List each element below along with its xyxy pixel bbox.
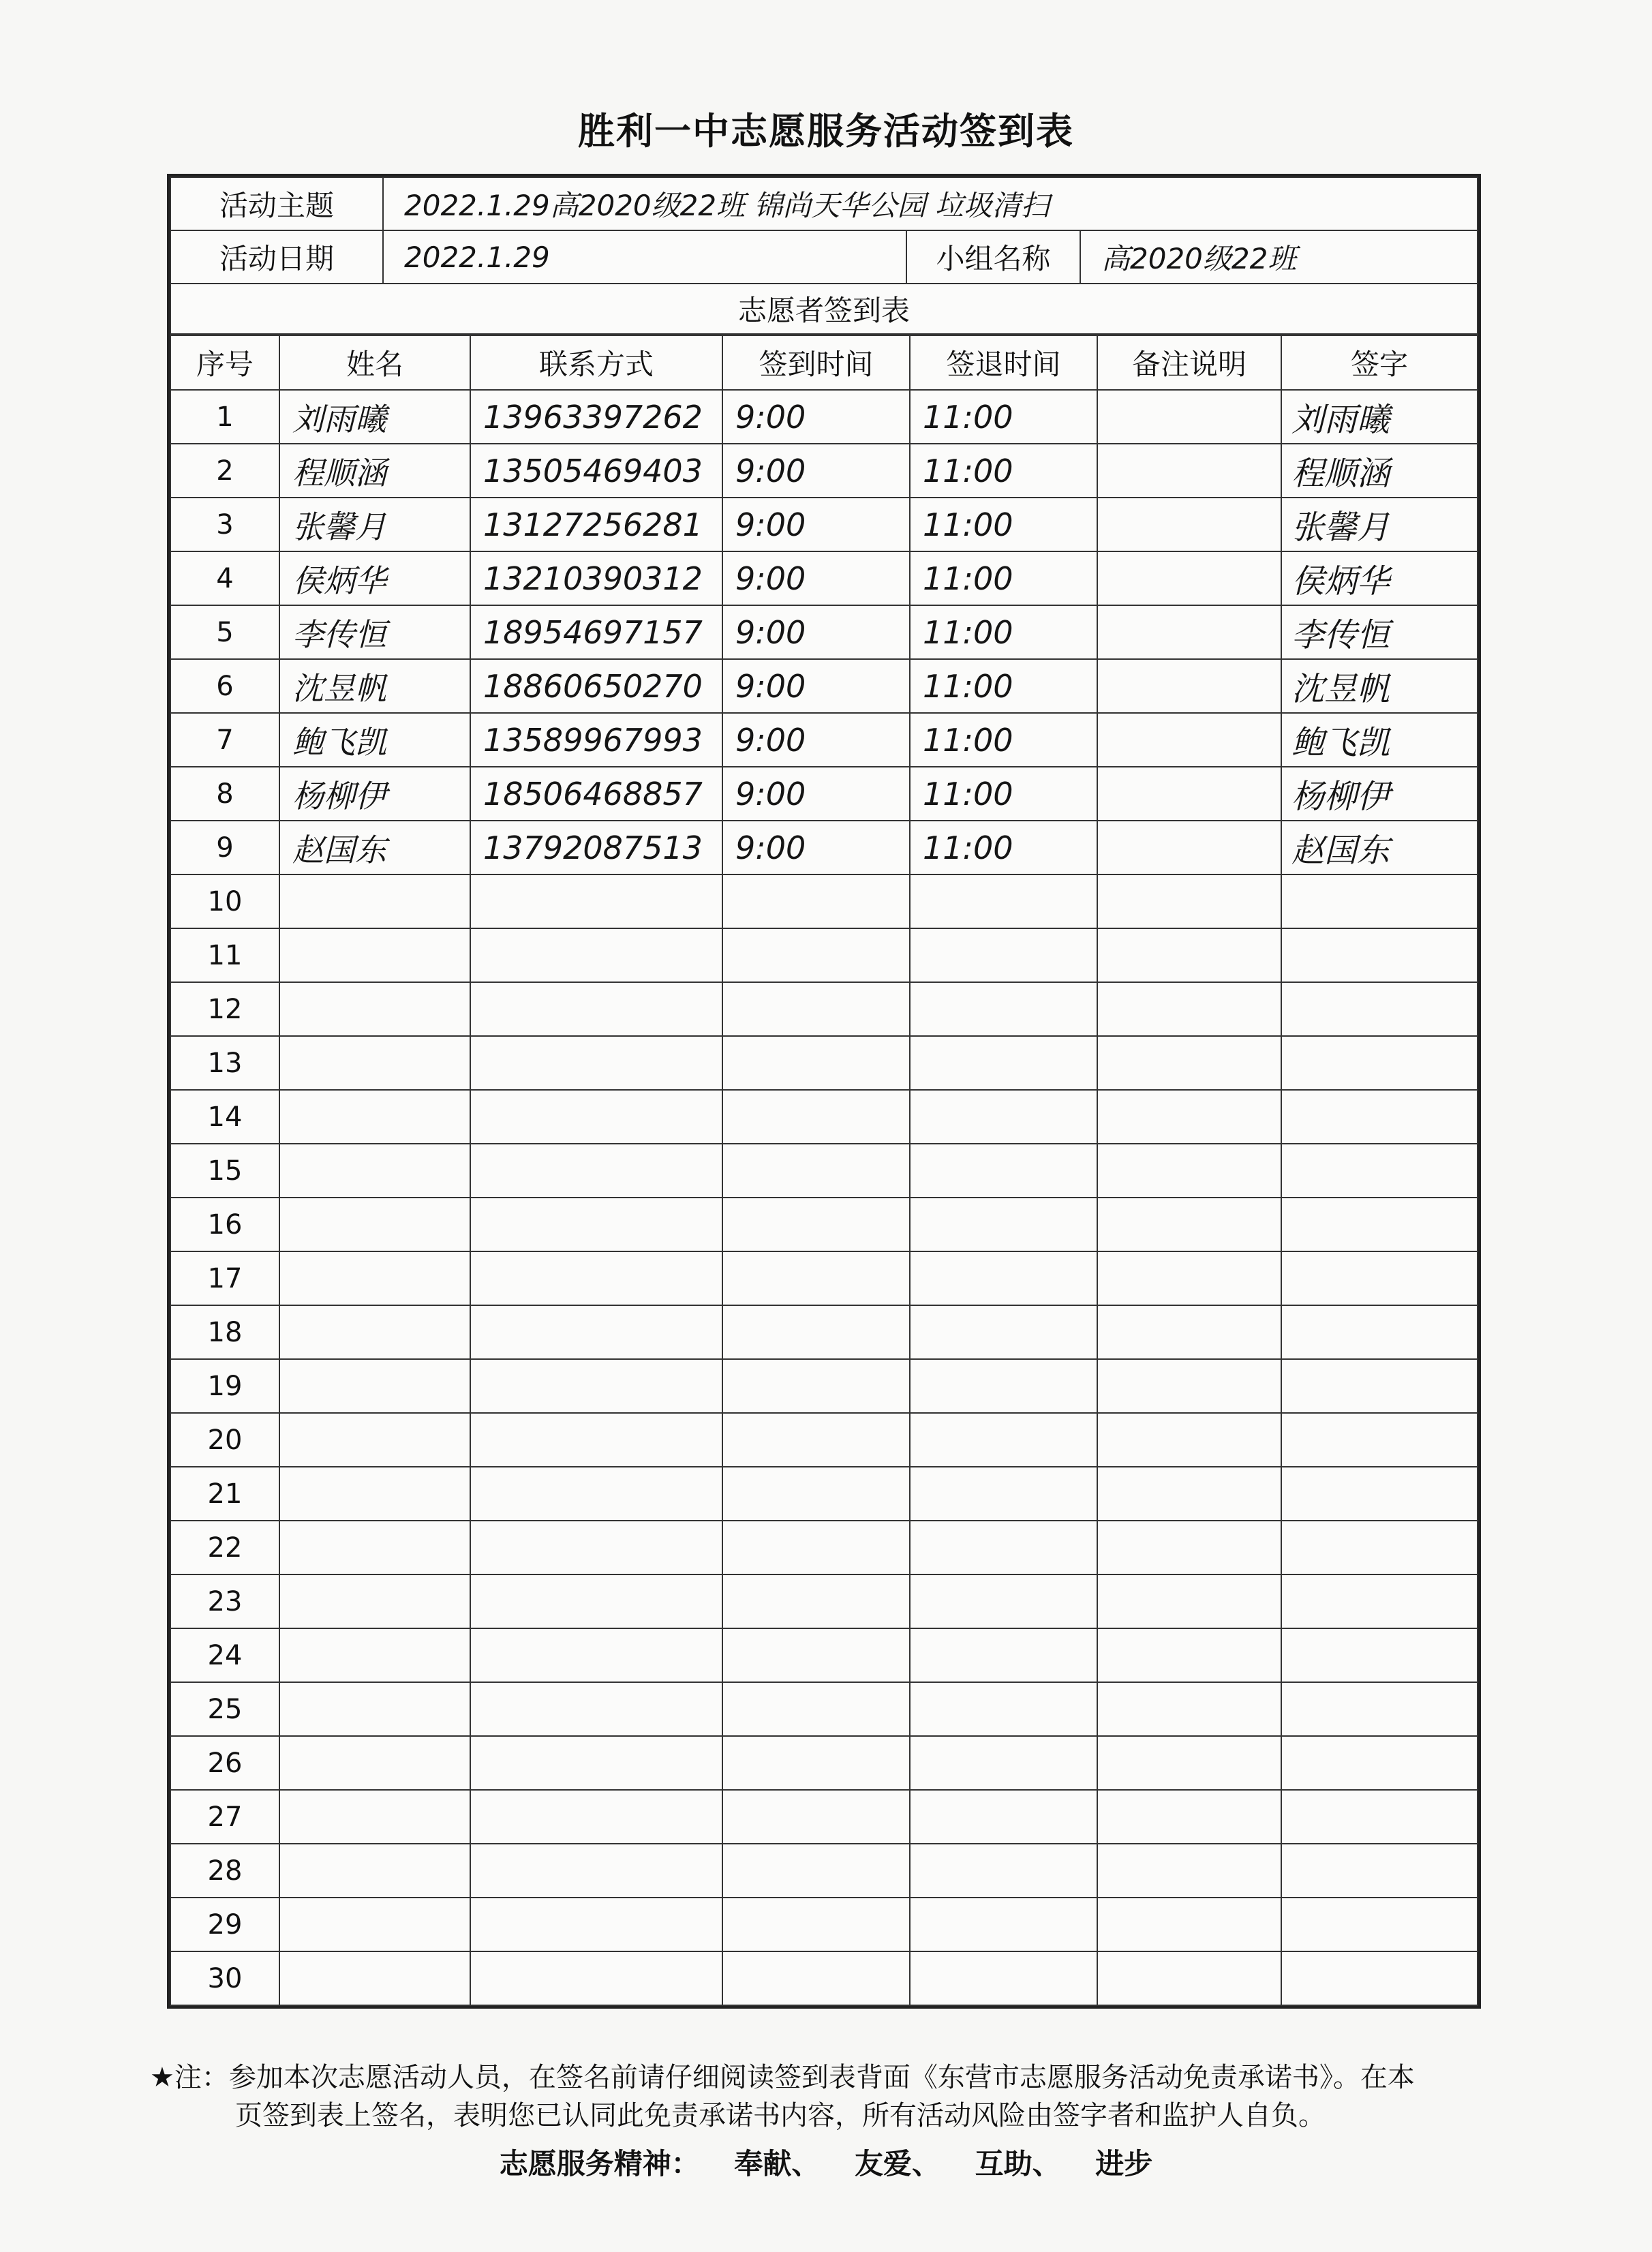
sign-in-time: 9:00 <box>722 659 910 713</box>
remarks-cell <box>1097 1198 1281 1251</box>
subtitle-row <box>170 284 1478 334</box>
table-row <box>170 1467 1478 1521</box>
signature-cell: 鲍飞凯 <box>1281 713 1478 767</box>
sign-out-time <box>910 1144 1097 1198</box>
table-row <box>170 1682 1478 1736</box>
sign-in-time: 9:00 <box>722 498 910 551</box>
signature-cell <box>1281 1790 1478 1844</box>
date-value: 2022.1.29 <box>383 230 906 284</box>
contact-phone: 13792087513 <box>470 821 722 874</box>
group-value: 高2020级22班 <box>1080 230 1478 284</box>
remarks-cell <box>1097 767 1281 821</box>
row-number: 1 <box>170 390 279 444</box>
table-row <box>170 1090 1478 1144</box>
volunteer-name <box>279 982 470 1036</box>
remarks-cell <box>1097 444 1281 498</box>
row-number: 29 <box>170 1898 279 1951</box>
sign-in-time <box>722 1574 910 1628</box>
sign-out-time <box>910 874 1097 928</box>
row-number: 16 <box>170 1198 279 1251</box>
volunteer-name <box>279 1467 470 1521</box>
row-number: 2 <box>170 444 279 498</box>
sign-in-time <box>722 1844 910 1898</box>
sign-out-time: 11:00 <box>910 498 1097 551</box>
remarks-cell <box>1097 551 1281 605</box>
remarks-cell <box>1097 928 1281 982</box>
sign-out-time: 11:00 <box>910 551 1097 605</box>
signature-cell <box>1281 1467 1478 1521</box>
remarks-cell <box>1097 1036 1281 1090</box>
sign-in-time <box>722 1628 910 1682</box>
row-number: 3 <box>170 498 279 551</box>
volunteer-name: 赵国东 <box>279 821 470 874</box>
col-header-remarks: 备注说明 <box>1097 335 1281 390</box>
table-row <box>170 1413 1478 1467</box>
table-row <box>170 1198 1478 1251</box>
contact-phone: 18860650270 <box>470 659 722 713</box>
sign-out-time: 11:00 <box>910 444 1097 498</box>
volunteer-name: 程顺涵 <box>279 444 470 498</box>
sign-in-time: 9:00 <box>722 444 910 498</box>
signature-cell <box>1281 1413 1478 1467</box>
volunteer-name <box>279 1951 470 2005</box>
contact-phone <box>470 1628 722 1682</box>
volunteer-name: 李传恒 <box>279 605 470 659</box>
volunteer-name <box>279 1736 470 1790</box>
table-row <box>170 444 1478 498</box>
remarks-cell <box>1097 1359 1281 1413</box>
contact-phone <box>470 1790 722 1844</box>
row-number: 12 <box>170 982 279 1036</box>
signature-cell: 李传恒 <box>1281 605 1478 659</box>
contact-phone <box>470 1413 722 1467</box>
sign-out-time <box>910 1790 1097 1844</box>
remarks-cell <box>1097 1251 1281 1305</box>
sign-in-time <box>722 1251 910 1305</box>
remarks-cell <box>1097 713 1281 767</box>
table-row <box>170 767 1478 821</box>
remarks-cell <box>1097 1790 1281 1844</box>
contact-phone <box>470 1305 722 1359</box>
signature-cell <box>1281 1682 1478 1736</box>
sign-in-time <box>722 1736 910 1790</box>
signature-cell <box>1281 1844 1478 1898</box>
page-title: 胜利一中志愿服务活动签到表 <box>578 110 1074 153</box>
contact-phone: 13589967993 <box>470 713 722 767</box>
row-number: 28 <box>170 1844 279 1898</box>
volunteer-name <box>279 1413 470 1467</box>
volunteer-name <box>279 874 470 928</box>
row-number: 24 <box>170 1628 279 1682</box>
sign-out-time <box>910 1574 1097 1628</box>
table-row <box>170 1898 1478 1951</box>
contact-phone <box>470 1736 722 1790</box>
table-row <box>170 1790 1478 1844</box>
remarks-cell <box>1097 1628 1281 1682</box>
contact-phone: 13505469403 <box>470 444 722 498</box>
spirit-item: 互助、 <box>975 2147 1061 2180</box>
contact-phone: 13210390312 <box>470 551 722 605</box>
signature-cell: 沈昱帆 <box>1281 659 1478 713</box>
row-number: 23 <box>170 1574 279 1628</box>
sign-in-sheet <box>167 174 1481 2009</box>
volunteer-name <box>279 1305 470 1359</box>
table-row <box>170 1574 1478 1628</box>
volunteer-name: 刘雨曦 <box>279 390 470 444</box>
signature-cell: 刘雨曦 <box>1281 390 1478 444</box>
sign-out-time: 11:00 <box>910 713 1097 767</box>
contact-phone: 18506468857 <box>470 767 722 821</box>
signature-cell <box>1281 1090 1478 1144</box>
signature-cell: 侯炳华 <box>1281 551 1478 605</box>
volunteer-name <box>279 1844 470 1898</box>
table-row <box>170 1951 1478 2005</box>
col-header-sign-out-time: 签退时间 <box>910 335 1097 390</box>
table-row <box>170 1359 1478 1413</box>
table-row <box>170 1251 1478 1305</box>
volunteer-name <box>279 1574 470 1628</box>
row-number: 11 <box>170 928 279 982</box>
section-subtitle: 志愿者签到表 <box>170 284 1478 334</box>
sign-out-time: 11:00 <box>910 821 1097 874</box>
contact-phone <box>470 1251 722 1305</box>
remarks-cell <box>1097 1467 1281 1521</box>
table-row <box>170 982 1478 1036</box>
signature-cell: 赵国东 <box>1281 821 1478 874</box>
row-number: 8 <box>170 767 279 821</box>
sign-out-time <box>910 1898 1097 1951</box>
sign-out-time <box>910 1036 1097 1090</box>
theme-value: 2022.1.29高2020级22班 锦尚天华公园 垃圾清扫 <box>383 177 1478 230</box>
col-header-phone: 联系方式 <box>470 335 722 390</box>
sign-in-time <box>722 1467 910 1521</box>
sign-in-time <box>722 982 910 1036</box>
col-header-no: 序号 <box>170 335 279 390</box>
sign-out-time <box>910 1467 1097 1521</box>
sign-in-time <box>722 1790 910 1844</box>
remarks-cell <box>1097 498 1281 551</box>
signature-cell <box>1281 874 1478 928</box>
sign-out-time: 11:00 <box>910 605 1097 659</box>
sign-out-time <box>910 1628 1097 1682</box>
signature-cell <box>1281 1198 1478 1251</box>
spirit-label: 志愿服务精神： <box>499 2147 700 2180</box>
table-row <box>170 1305 1478 1359</box>
row-number: 18 <box>170 1305 279 1359</box>
signature-cell: 杨柳伊 <box>1281 767 1478 821</box>
contact-phone <box>470 1359 722 1413</box>
sign-out-time <box>910 1359 1097 1413</box>
table-row <box>170 390 1478 444</box>
volunteer-table <box>170 335 1478 2006</box>
row-number: 14 <box>170 1090 279 1144</box>
row-number: 7 <box>170 713 279 767</box>
contact-phone <box>470 928 722 982</box>
volunteer-spirit <box>0 2142 1652 2182</box>
signature-cell <box>1281 928 1478 982</box>
sign-in-time: 9:00 <box>722 390 910 444</box>
remarks-cell <box>1097 1144 1281 1198</box>
sign-in-time <box>722 1305 910 1359</box>
sign-out-time <box>910 1844 1097 1898</box>
table-row <box>170 821 1478 874</box>
remarks-cell <box>1097 1682 1281 1736</box>
sign-out-time <box>910 1682 1097 1736</box>
volunteer-name: 沈昱帆 <box>279 659 470 713</box>
signature-cell <box>1281 1305 1478 1359</box>
table-row <box>170 1144 1478 1198</box>
volunteer-name <box>279 1036 470 1090</box>
signature-cell <box>1281 1951 1478 2005</box>
remarks-cell <box>1097 982 1281 1036</box>
row-number: 15 <box>170 1144 279 1198</box>
sign-in-time <box>722 1898 910 1951</box>
sign-out-time <box>910 982 1097 1036</box>
volunteer-name <box>279 1628 470 1682</box>
contact-phone: 13963397262 <box>470 390 722 444</box>
volunteer-name: 张馨月 <box>279 498 470 551</box>
row-number: 26 <box>170 1736 279 1790</box>
signature-cell <box>1281 1359 1478 1413</box>
contact-phone <box>470 1682 722 1736</box>
table-header-row <box>170 335 1478 390</box>
signature-cell <box>1281 982 1478 1036</box>
remarks-cell <box>1097 1090 1281 1144</box>
remarks-cell <box>1097 659 1281 713</box>
col-header-sign-in-time: 签到时间 <box>722 335 910 390</box>
volunteer-name <box>279 928 470 982</box>
signature-cell: 程顺涵 <box>1281 444 1478 498</box>
row-number: 20 <box>170 1413 279 1467</box>
volunteer-name <box>279 1521 470 1574</box>
contact-phone <box>470 1898 722 1951</box>
remarks-cell <box>1097 1736 1281 1790</box>
sign-out-time <box>910 1736 1097 1790</box>
signature-cell <box>1281 1144 1478 1198</box>
volunteer-name <box>279 1144 470 1198</box>
table-row <box>170 1844 1478 1898</box>
contact-phone <box>470 1198 722 1251</box>
row-number: 25 <box>170 1682 279 1736</box>
table-row <box>170 1736 1478 1790</box>
contact-phone: 13127256281 <box>470 498 722 551</box>
sign-out-time: 11:00 <box>910 659 1097 713</box>
remarks-cell <box>1097 1951 1281 2005</box>
table-row <box>170 874 1478 928</box>
col-header-name: 姓名 <box>279 335 470 390</box>
remarks-cell <box>1097 1413 1281 1467</box>
sign-out-time <box>910 1951 1097 2005</box>
row-number: 19 <box>170 1359 279 1413</box>
remarks-cell <box>1097 1898 1281 1951</box>
volunteer-name <box>279 1359 470 1413</box>
contact-phone <box>470 1467 722 1521</box>
signature-cell <box>1281 1574 1478 1628</box>
theme-label: 活动主题 <box>170 177 383 230</box>
col-header-signature: 签字 <box>1281 335 1478 390</box>
disclaimer-line-2: 页签到表上签名，表明您已认同此免责承诺书内容，所有活动风险由签字者和监护人自负。 <box>235 2100 1326 2131</box>
sign-out-time <box>910 928 1097 982</box>
sign-out-time <box>910 1305 1097 1359</box>
remarks-cell <box>1097 821 1281 874</box>
sign-in-time <box>722 874 910 928</box>
sign-in-time <box>722 1144 910 1198</box>
contact-phone <box>470 1521 722 1574</box>
sign-in-time <box>722 1198 910 1251</box>
date-label: 活动日期 <box>170 230 383 284</box>
sign-in-time: 9:00 <box>722 767 910 821</box>
volunteer-name <box>279 1898 470 1951</box>
volunteer-name: 鲍飞凯 <box>279 713 470 767</box>
row-number: 5 <box>170 605 279 659</box>
contact-phone <box>470 1144 722 1198</box>
contact-phone <box>470 874 722 928</box>
sign-in-time <box>722 1036 910 1090</box>
volunteer-name <box>279 1682 470 1736</box>
contact-phone <box>470 1036 722 1090</box>
table-row <box>170 605 1478 659</box>
signature-cell <box>1281 1898 1478 1951</box>
row-number: 4 <box>170 551 279 605</box>
remarks-cell <box>1097 1305 1281 1359</box>
row-number: 27 <box>170 1790 279 1844</box>
signature-cell: 张馨月 <box>1281 498 1478 551</box>
table-row <box>170 1036 1478 1090</box>
sign-in-time: 9:00 <box>722 551 910 605</box>
sign-in-time <box>722 1951 910 2005</box>
sign-in-time: 9:00 <box>722 821 910 874</box>
sign-in-time <box>722 1521 910 1574</box>
signature-cell <box>1281 1036 1478 1090</box>
sign-in-time <box>722 1359 910 1413</box>
volunteer-name <box>279 1198 470 1251</box>
row-number: 13 <box>170 1036 279 1090</box>
row-number: 30 <box>170 1951 279 2005</box>
sign-out-time <box>910 1198 1097 1251</box>
row-number: 17 <box>170 1251 279 1305</box>
volunteer-name: 杨柳伊 <box>279 767 470 821</box>
remarks-cell <box>1097 1521 1281 1574</box>
disclaimer-line-1: ★注：参加本次志愿活动人员，在签名前请仔细阅读签到表背面《东营市志愿服务活动免责承诺书》。在本 <box>150 2062 1415 2093</box>
contact-phone <box>470 1090 722 1144</box>
row-number: 21 <box>170 1467 279 1521</box>
remarks-cell <box>1097 1844 1281 1898</box>
table-row <box>170 659 1478 713</box>
contact-phone <box>470 1574 722 1628</box>
table-row <box>170 1521 1478 1574</box>
theme-row <box>170 177 1478 230</box>
contact-phone <box>470 1951 722 2005</box>
sign-in-time: 9:00 <box>722 605 910 659</box>
sign-in-time <box>722 1682 910 1736</box>
signature-cell <box>1281 1251 1478 1305</box>
signature-cell <box>1281 1736 1478 1790</box>
row-number: 6 <box>170 659 279 713</box>
contact-phone <box>470 1844 722 1898</box>
sign-out-time: 11:00 <box>910 390 1097 444</box>
table-row <box>170 551 1478 605</box>
volunteer-name <box>279 1790 470 1844</box>
row-number: 9 <box>170 821 279 874</box>
row-number: 10 <box>170 874 279 928</box>
row-number: 22 <box>170 1521 279 1574</box>
remarks-cell <box>1097 390 1281 444</box>
remarks-cell <box>1097 1574 1281 1628</box>
remarks-cell <box>1097 605 1281 659</box>
sign-in-time: 9:00 <box>722 713 910 767</box>
spirit-item: 进步 <box>1095 2147 1153 2180</box>
sign-in-time <box>722 1090 910 1144</box>
signature-cell <box>1281 1521 1478 1574</box>
table-row <box>170 928 1478 982</box>
table-row <box>170 713 1478 767</box>
volunteer-name <box>279 1251 470 1305</box>
volunteer-name: 侯炳华 <box>279 551 470 605</box>
sign-out-time: 11:00 <box>910 767 1097 821</box>
sign-out-time <box>910 1413 1097 1467</box>
sign-out-time <box>910 1090 1097 1144</box>
signature-cell <box>1281 1628 1478 1682</box>
volunteer-name <box>279 1090 470 1144</box>
disclaimer-note <box>150 2058 1458 2135</box>
table-row <box>170 498 1478 551</box>
sign-in-time <box>722 1413 910 1467</box>
spirit-item: 友爱、 <box>854 2147 940 2180</box>
sign-in-time <box>722 928 910 982</box>
sign-out-time <box>910 1521 1097 1574</box>
meta-table <box>170 177 1478 335</box>
spirit-item: 奉献、 <box>734 2147 821 2180</box>
contact-phone <box>470 982 722 1036</box>
group-label: 小组名称 <box>906 230 1080 284</box>
table-row <box>170 1628 1478 1682</box>
date-row <box>170 230 1478 284</box>
remarks-cell <box>1097 874 1281 928</box>
contact-phone: 18954697157 <box>470 605 722 659</box>
sign-out-time <box>910 1251 1097 1305</box>
